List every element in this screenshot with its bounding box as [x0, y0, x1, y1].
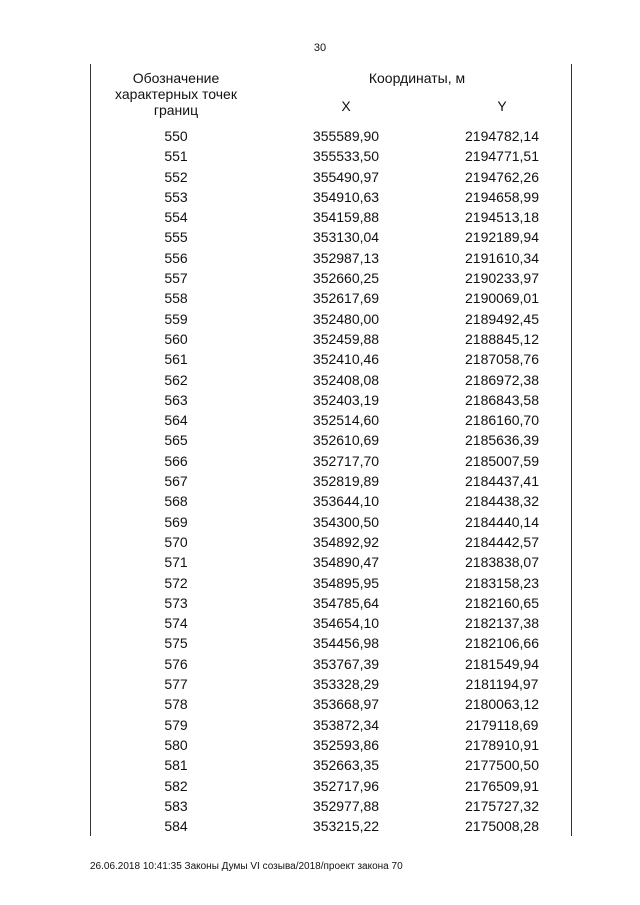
table-row — [91, 146, 571, 166]
x-coordinate-cell: 352514,60 — [312, 412, 380, 429]
point-id-cell: 559 — [164, 310, 188, 327]
y-coordinate-cell: 2184440,14 — [465, 513, 539, 530]
table-row — [91, 187, 571, 207]
table-row — [91, 430, 571, 450]
table-row — [91, 451, 571, 471]
y-coordinate-cell: 2181549,94 — [465, 655, 539, 672]
y-coordinate-cell: 2190233,97 — [465, 270, 539, 287]
point-id-cell: 573 — [164, 594, 188, 611]
y-coordinate-cell: 2192189,94 — [465, 229, 539, 246]
table-row — [91, 715, 571, 735]
point-id-cell: 582 — [164, 777, 188, 794]
y-coordinate-cell: 2186843,58 — [465, 391, 539, 408]
point-id-cell: 577 — [164, 676, 188, 693]
x-coordinate-cell: 354456,98 — [312, 635, 380, 652]
page-number: 30 — [313, 42, 327, 54]
point-id-cell: 562 — [164, 371, 188, 388]
x-coordinate-cell: 354890,47 — [312, 554, 380, 571]
x-coordinate-cell: 355533,50 — [312, 148, 380, 165]
x-coordinate-cell: 352660,25 — [312, 270, 380, 287]
table-row — [91, 410, 571, 430]
x-coordinate-cell: 355589,90 — [312, 128, 380, 144]
point-id-cell: 572 — [164, 574, 188, 591]
point-id-cell: 578 — [164, 696, 188, 713]
point-id-cell: 565 — [164, 432, 188, 449]
x-coordinate-cell: 352480,00 — [312, 310, 380, 327]
point-id-cell: 569 — [164, 513, 188, 530]
y-coordinate-cell: 2185636,39 — [465, 432, 539, 449]
y-coordinate-cell: 2175727,32 — [465, 797, 539, 814]
footer-stamp: 26.06.2018 10:41:35 Законы Думы VI созыва/2018/проект закона 70 — [90, 861, 403, 872]
point-id-cell: 557 — [164, 270, 188, 287]
y-coordinate-cell: 2185007,59 — [465, 452, 539, 469]
point-id-cell: 568 — [164, 493, 188, 510]
y-coordinate-cell: 2186972,38 — [465, 371, 539, 388]
coordinates-table — [90, 64, 572, 836]
table-row — [91, 512, 571, 532]
table-row — [91, 248, 571, 268]
table-row — [91, 776, 571, 796]
table-row — [91, 633, 571, 653]
x-coordinate-cell: 354895,95 — [312, 574, 380, 591]
x-coordinate-cell: 352403,19 — [312, 391, 380, 408]
x-coordinate-cell: 352617,69 — [312, 290, 380, 307]
x-coordinate-cell: 353872,34 — [312, 716, 380, 733]
x-coordinate-cell: 355490,97 — [312, 168, 380, 185]
point-id-cell: 580 — [164, 736, 188, 753]
point-id-cell: 571 — [164, 554, 188, 571]
y-coordinate-cell: 2184442,57 — [465, 533, 539, 550]
header-designation: Обозначение характерных точек границ — [115, 70, 237, 118]
table-row — [91, 735, 571, 755]
y-coordinate-cell: 2182106,66 — [465, 635, 539, 652]
point-id-cell: 581 — [164, 757, 188, 774]
point-id-cell: 576 — [164, 655, 188, 672]
y-coordinate-cell: 2194658,99 — [465, 188, 539, 205]
x-coordinate-cell: 353328,29 — [312, 676, 380, 693]
point-id-cell: 575 — [164, 635, 188, 652]
point-id-cell: 574 — [164, 615, 188, 632]
table-row — [91, 390, 571, 410]
y-coordinate-cell: 2182160,65 — [465, 594, 539, 611]
point-id-cell: 551 — [164, 148, 188, 165]
table-row — [91, 532, 571, 552]
y-coordinate-cell: 2188845,12 — [465, 330, 539, 347]
point-id-cell: 553 — [164, 188, 188, 205]
x-coordinate-cell: 354300,50 — [312, 513, 380, 530]
x-coordinate-cell: 353668,97 — [312, 696, 380, 713]
x-coordinate-cell: 352593,86 — [312, 736, 380, 753]
point-id-cell: 563 — [164, 391, 188, 408]
y-coordinate-cell: 2186160,70 — [465, 412, 539, 429]
point-id-cell: 584 — [164, 818, 188, 835]
y-coordinate-cell: 2175008,28 — [465, 818, 539, 835]
point-id-cell: 555 — [164, 229, 188, 246]
y-coordinate-cell: 2194782,14 — [465, 128, 539, 144]
x-coordinate-cell: 352977,88 — [312, 797, 380, 814]
table-row — [91, 816, 571, 836]
x-coordinate-cell: 354910,63 — [312, 188, 380, 205]
x-coordinate-cell: 352610,69 — [312, 432, 380, 449]
y-coordinate-cell: 2176509,91 — [465, 777, 539, 794]
point-id-cell: 564 — [164, 412, 188, 429]
y-coordinate-cell: 2181194,97 — [465, 676, 539, 693]
x-coordinate-cell: 354785,64 — [312, 594, 380, 611]
table-row — [91, 329, 571, 349]
table-row — [91, 552, 571, 572]
point-id-cell: 583 — [164, 797, 188, 814]
point-id-cell: 570 — [164, 533, 188, 550]
y-coordinate-cell: 2189492,45 — [465, 310, 539, 327]
point-id-cell: 554 — [164, 209, 188, 226]
table-row — [91, 491, 571, 511]
table-row — [91, 288, 571, 308]
table-row — [91, 654, 571, 674]
table-row — [91, 126, 571, 146]
table-row — [91, 755, 571, 775]
y-coordinate-cell: 2194513,18 — [465, 209, 539, 226]
table-row — [91, 573, 571, 593]
table-row — [91, 167, 571, 187]
x-coordinate-cell: 354654,10 — [312, 615, 380, 632]
point-id-cell: 550 — [164, 128, 188, 144]
table-row — [91, 471, 571, 491]
point-id-cell: 579 — [164, 716, 188, 733]
table-row — [91, 227, 571, 247]
table-row — [91, 674, 571, 694]
y-coordinate-cell: 2180063,12 — [465, 696, 539, 713]
x-coordinate-cell: 352663,35 — [312, 757, 380, 774]
y-coordinate-cell: 2194771,51 — [465, 148, 539, 165]
y-coordinate-cell: 2184437,41 — [465, 473, 539, 490]
table-header — [90, 64, 572, 126]
x-coordinate-cell: 353130,04 — [312, 229, 380, 246]
point-id-cell: 566 — [164, 452, 188, 469]
x-coordinate-cell: 352717,96 — [312, 777, 380, 794]
y-coordinate-cell: 2177500,50 — [465, 757, 539, 774]
y-coordinate-cell: 2184438,32 — [465, 493, 539, 510]
header-coordinates: Координаты, м — [368, 70, 466, 86]
x-coordinate-cell: 352408,08 — [312, 371, 380, 388]
point-id-cell: 560 — [164, 330, 188, 347]
header-x: X — [341, 98, 351, 114]
table-body — [90, 126, 572, 836]
y-coordinate-cell: 2182137,38 — [465, 615, 539, 632]
y-coordinate-cell: 2194762,26 — [465, 168, 539, 185]
table-row — [91, 370, 571, 390]
y-coordinate-cell: 2183838,07 — [465, 554, 539, 571]
x-coordinate-cell: 352819,89 — [312, 473, 380, 490]
table-row — [91, 268, 571, 288]
table-row — [91, 593, 571, 613]
x-coordinate-cell: 354892,92 — [312, 533, 380, 550]
header-y: Y — [497, 98, 507, 114]
y-coordinate-cell: 2187058,76 — [465, 351, 539, 368]
x-coordinate-cell: 352987,13 — [312, 249, 380, 266]
table-row — [91, 796, 571, 816]
y-coordinate-cell: 2190069,01 — [465, 290, 539, 307]
x-coordinate-cell: 353215,22 — [312, 818, 380, 835]
x-coordinate-cell: 354159,88 — [312, 209, 380, 226]
point-id-cell: 558 — [164, 290, 188, 307]
x-coordinate-cell: 352410,46 — [312, 351, 380, 368]
y-coordinate-cell: 2178910,91 — [465, 736, 539, 753]
table-row — [91, 309, 571, 329]
y-coordinate-cell: 2183158,23 — [465, 574, 539, 591]
table-row — [91, 613, 571, 633]
x-coordinate-cell: 352717,70 — [312, 452, 380, 469]
y-coordinate-cell: 2179118,69 — [465, 716, 539, 733]
point-id-cell: 556 — [164, 249, 188, 266]
table-row — [91, 349, 571, 369]
point-id-cell: 561 — [164, 351, 188, 368]
point-id-cell: 552 — [164, 168, 188, 185]
x-coordinate-cell: 353644,10 — [312, 493, 380, 510]
point-id-cell: 567 — [164, 473, 188, 490]
y-coordinate-cell: 2191610,34 — [465, 249, 539, 266]
x-coordinate-cell: 352459,88 — [312, 330, 380, 347]
table-row — [91, 207, 571, 227]
table-row — [91, 694, 571, 714]
x-coordinate-cell: 353767,39 — [312, 655, 380, 672]
